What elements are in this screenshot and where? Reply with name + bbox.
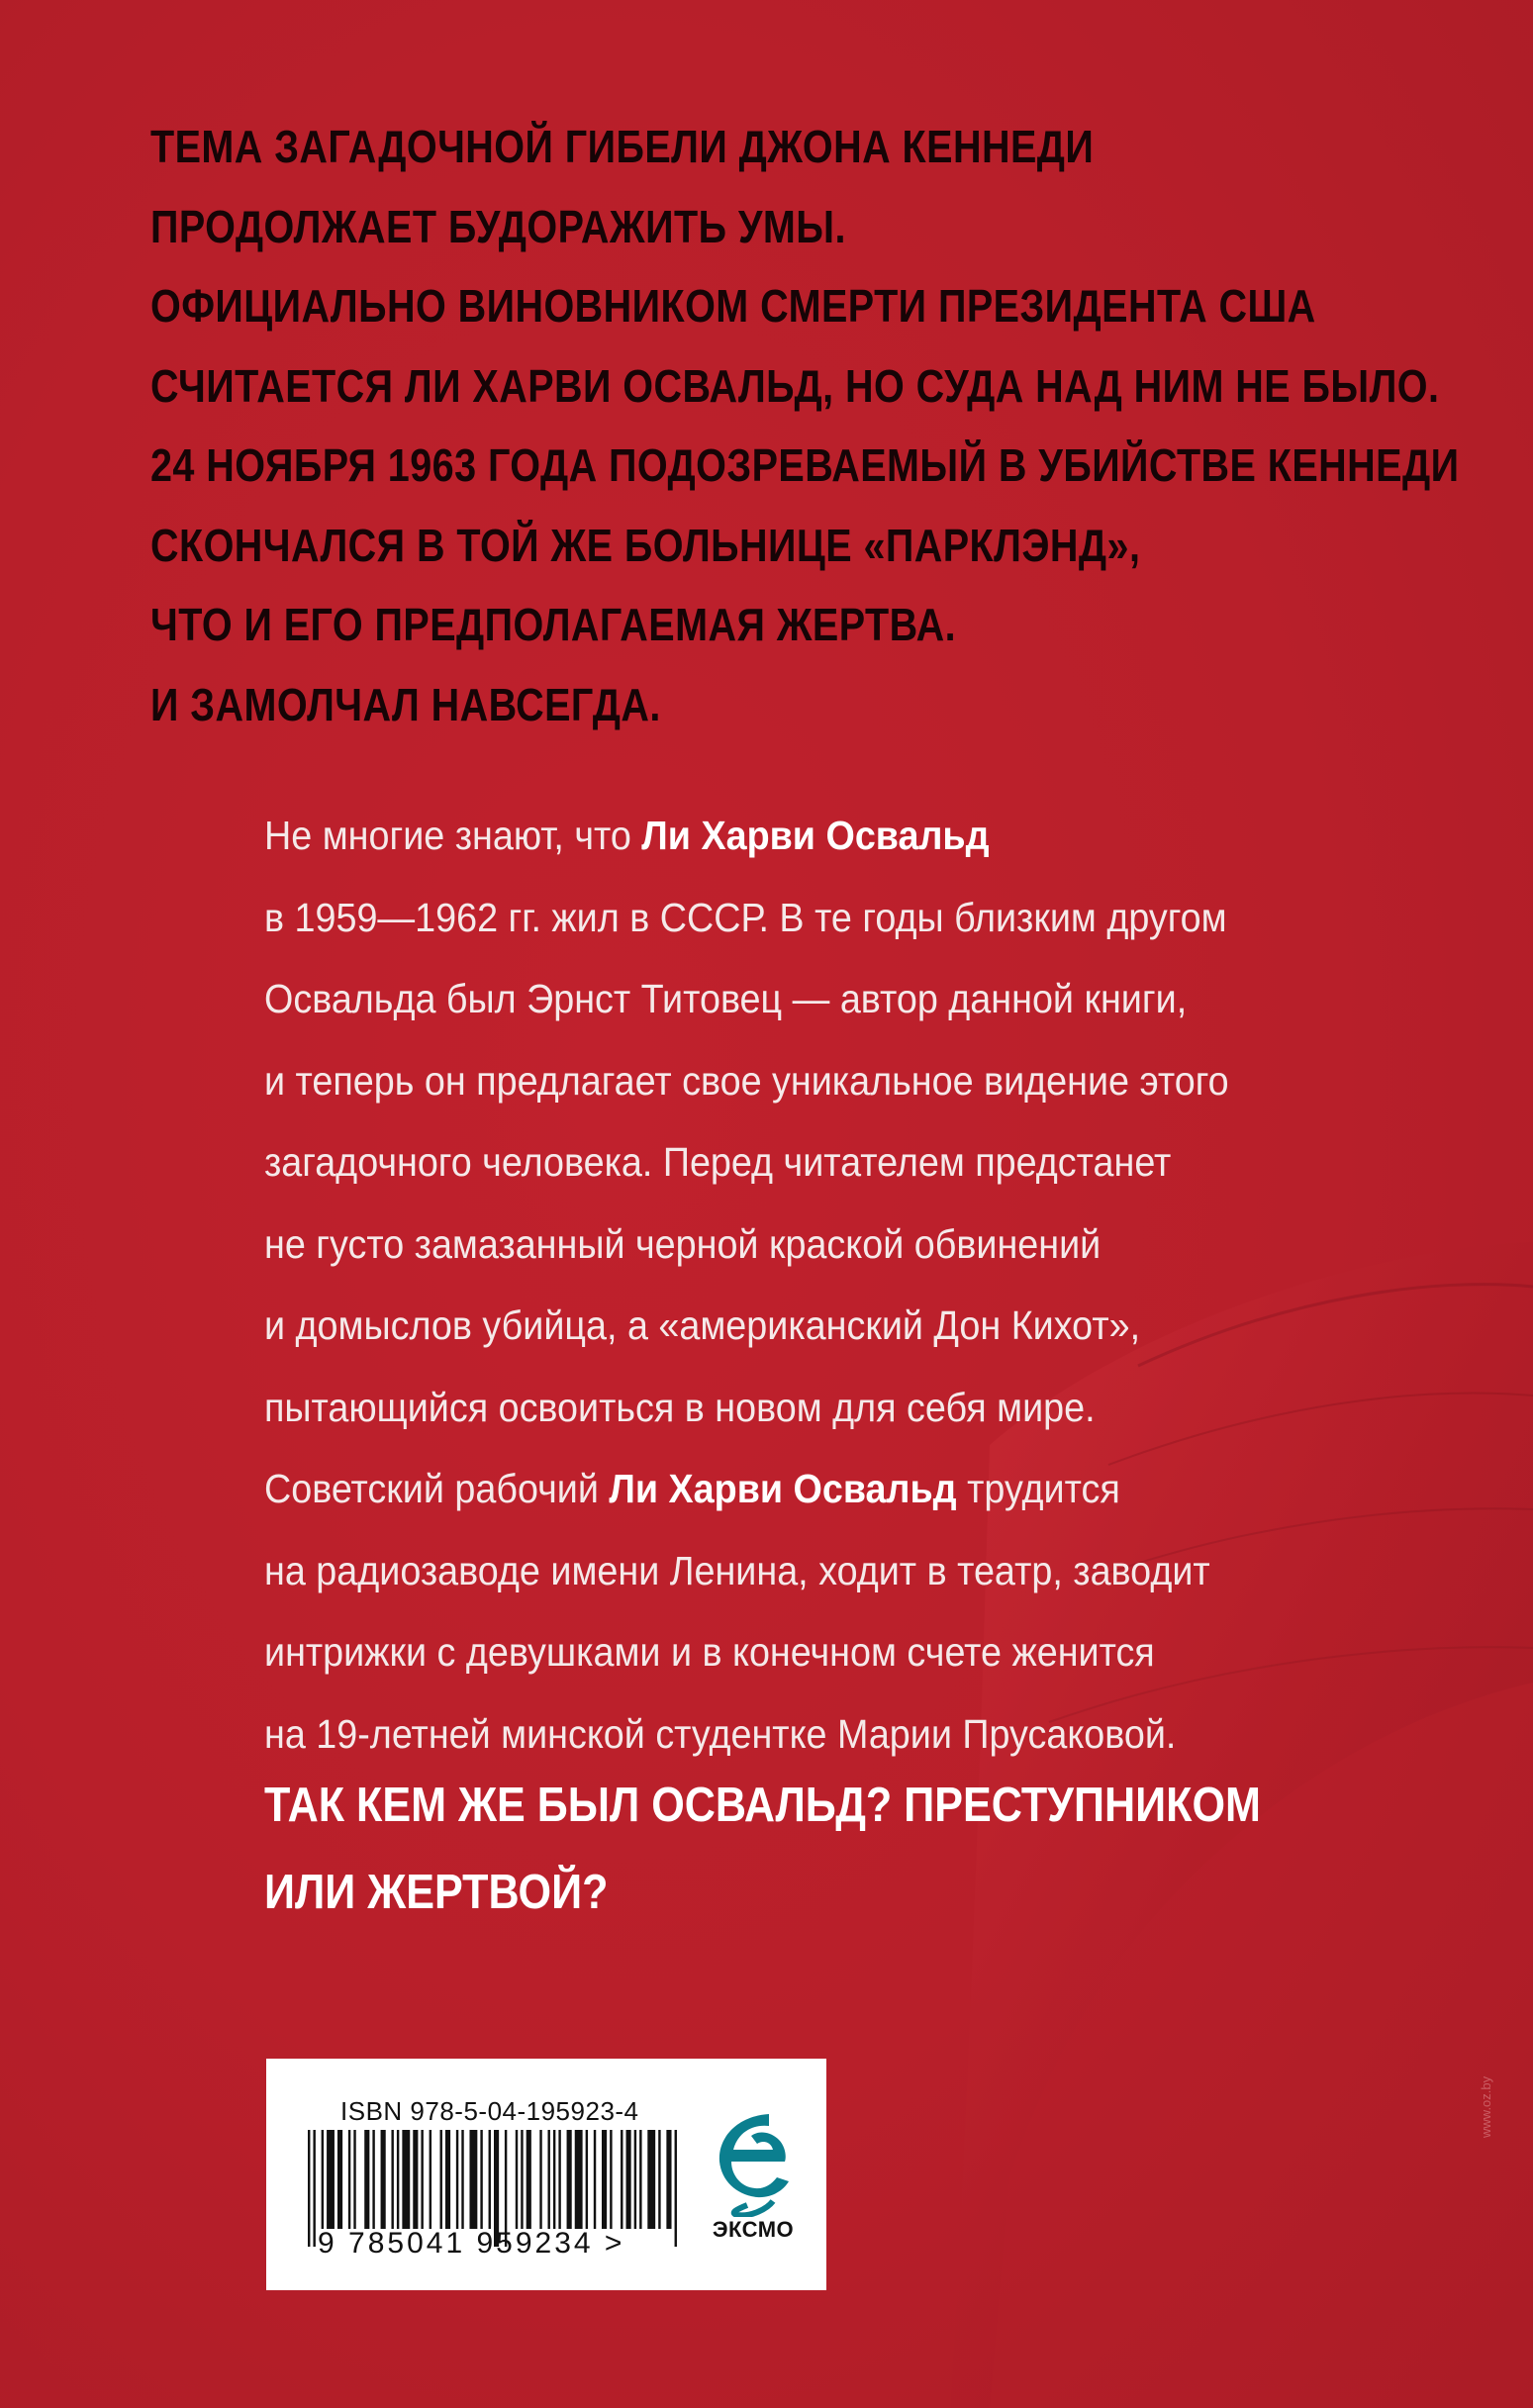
barcode-bar	[586, 2130, 588, 2229]
description-line: не густо замазанный черной краской обвинений	[264, 1220, 1102, 1267]
intro-line: 24 НОЯБРЯ 1963 ГОДА ПОДОЗРЕВАЕМЫЙ В УБИЙСТВЕ КЕННЕДИ	[150, 439, 1460, 491]
barcode-bar	[558, 2130, 560, 2229]
barcode-bar	[421, 2130, 423, 2229]
intro-line: ПРОДОЛЖАЕТ БУДОРАЖИТЬ УМЫ.	[150, 200, 846, 252]
barcode-bar	[461, 2130, 463, 2229]
intro-line: И ЗАМОЛЧАЛ НАВСЕГДА.	[150, 678, 661, 730]
description-line: в 1959—1962 гг. жил в СССР. В те годы близким другом	[264, 894, 1227, 940]
description-text: Не многие знают, что	[264, 813, 642, 858]
barcode-bar	[391, 2130, 393, 2229]
barcode-bar	[567, 2130, 572, 2229]
barcode-bar	[516, 2130, 518, 2229]
barcode-bar	[539, 2130, 541, 2229]
barcode-bar	[647, 2130, 655, 2229]
question-block	[264, 1762, 1452, 1936]
barcode-bar	[397, 2130, 399, 2229]
description-line	[264, 1448, 1357, 1530]
barcode-panel	[266, 2059, 826, 2290]
barcode-bar	[313, 2130, 315, 2247]
intro-line: ЧТО И ЕГО ПРЕДПОЛАГАЕМАЯ ЖЕРТВА.	[150, 599, 957, 650]
intro-line: ТЕМА ЗАГАДОЧНОЙ ГИБЕЛИ ДЖОНА КЕННЕДИ	[150, 121, 1095, 172]
description-line: загадочного человека. Перед читателем предстанет	[264, 1139, 1172, 1185]
isbn-label: ISBN 978-5-04-195923-4	[340, 2096, 639, 2126]
barcode-bar	[594, 2130, 596, 2229]
barcode-bar	[626, 2130, 631, 2229]
description-line: на радиозаводе имени Ленина, ходит в театр, заводит	[264, 1547, 1210, 1593]
description-line: Освальда был Эрнст Титовец — автор данной книги,	[264, 976, 1188, 1021]
barcode-bar	[402, 2130, 410, 2229]
barcode-bar	[547, 2130, 549, 2229]
barcode-bar	[610, 2130, 612, 2229]
barcode-bar	[456, 2130, 458, 2229]
description-text: трудится	[956, 1466, 1120, 1511]
description-block	[264, 795, 1452, 1775]
highlighted-name: Ли Харви Освальд	[641, 813, 990, 858]
barcode-bar	[666, 2130, 671, 2229]
barcode-bar	[480, 2130, 482, 2229]
barcode-bar	[322, 2130, 324, 2229]
description-line: и домыслов убийца, а «американский Дон Кихот»,	[264, 1302, 1141, 1348]
barcode-bar	[527, 2130, 531, 2229]
barcode-bar	[353, 2130, 355, 2229]
intro-line: ОФИЦИАЛЬНО ВИНОВНИКОМ СМЕРТИ ПРЕЗИДЕНТА США	[150, 280, 1316, 332]
description-line: и теперь он предлагает свое уникальное видение этого	[264, 1057, 1229, 1104]
description-line: на 19-летней минской студентке Марии Прусаковой.	[264, 1710, 1177, 1757]
barcode-bar	[372, 2130, 374, 2229]
barcode-bar	[440, 2130, 442, 2229]
question-line: ТАК КЕМ ЖЕ БЫЛ ОСВАЛЬД? ПРЕСТУПНИКОМ	[264, 1779, 1261, 1832]
barcode-bar	[575, 2130, 583, 2229]
highlighted-name: Ли Харви Освальд	[609, 1466, 957, 1511]
watermark-text: www.oz.by	[1479, 2075, 1493, 2138]
barcode-bar	[430, 2130, 431, 2229]
barcode-bar	[602, 2130, 607, 2229]
barcode-bar	[445, 2130, 450, 2229]
barcode-bar	[521, 2130, 523, 2229]
barcode-bar	[658, 2130, 660, 2229]
eksmo-logo-icon	[708, 2106, 797, 2217]
barcode-digits: 9 785041 959234 >	[318, 2227, 625, 2260]
barcode-bar	[489, 2130, 491, 2229]
intro-line: СЧИТАЕТСЯ ЛИ ХАРВИ ОСВАЛЬД, НО СУДА НАД НИМ НЕ БЫЛО.	[150, 359, 1440, 412]
barcode-bar	[621, 2130, 623, 2229]
intro-block	[150, 107, 1460, 744]
description-line: интрижки с девушками и в конечном счете женится	[264, 1629, 1155, 1675]
barcode-bar	[639, 2130, 641, 2229]
barcode-bar	[553, 2130, 555, 2229]
barcode-bar	[364, 2130, 369, 2229]
barcode-bar	[308, 2130, 310, 2247]
barcode-bar	[413, 2130, 418, 2229]
intro-line: СКОНЧАЛСЯ В ТОЙ ЖЕ БОЛЬНИЦЕ «ПАРКЛЭНД»,	[150, 519, 1141, 571]
barcode-bar	[634, 2130, 636, 2229]
description-line: пытающийся освоиться в новом для себя мире.	[264, 1384, 1096, 1430]
description-line	[264, 795, 1357, 877]
barcode-bar	[337, 2130, 342, 2229]
barcode-bar	[381, 2130, 386, 2229]
publisher-name: ЭКСМО	[712, 2217, 795, 2242]
question-line: ИЛИ ЖЕРТВОЙ?	[264, 1866, 609, 1919]
barcode-bar	[348, 2130, 350, 2229]
barcode-bar	[469, 2130, 477, 2229]
description-text: Советский рабочий	[264, 1466, 610, 1511]
barcode-bar	[327, 2130, 335, 2229]
